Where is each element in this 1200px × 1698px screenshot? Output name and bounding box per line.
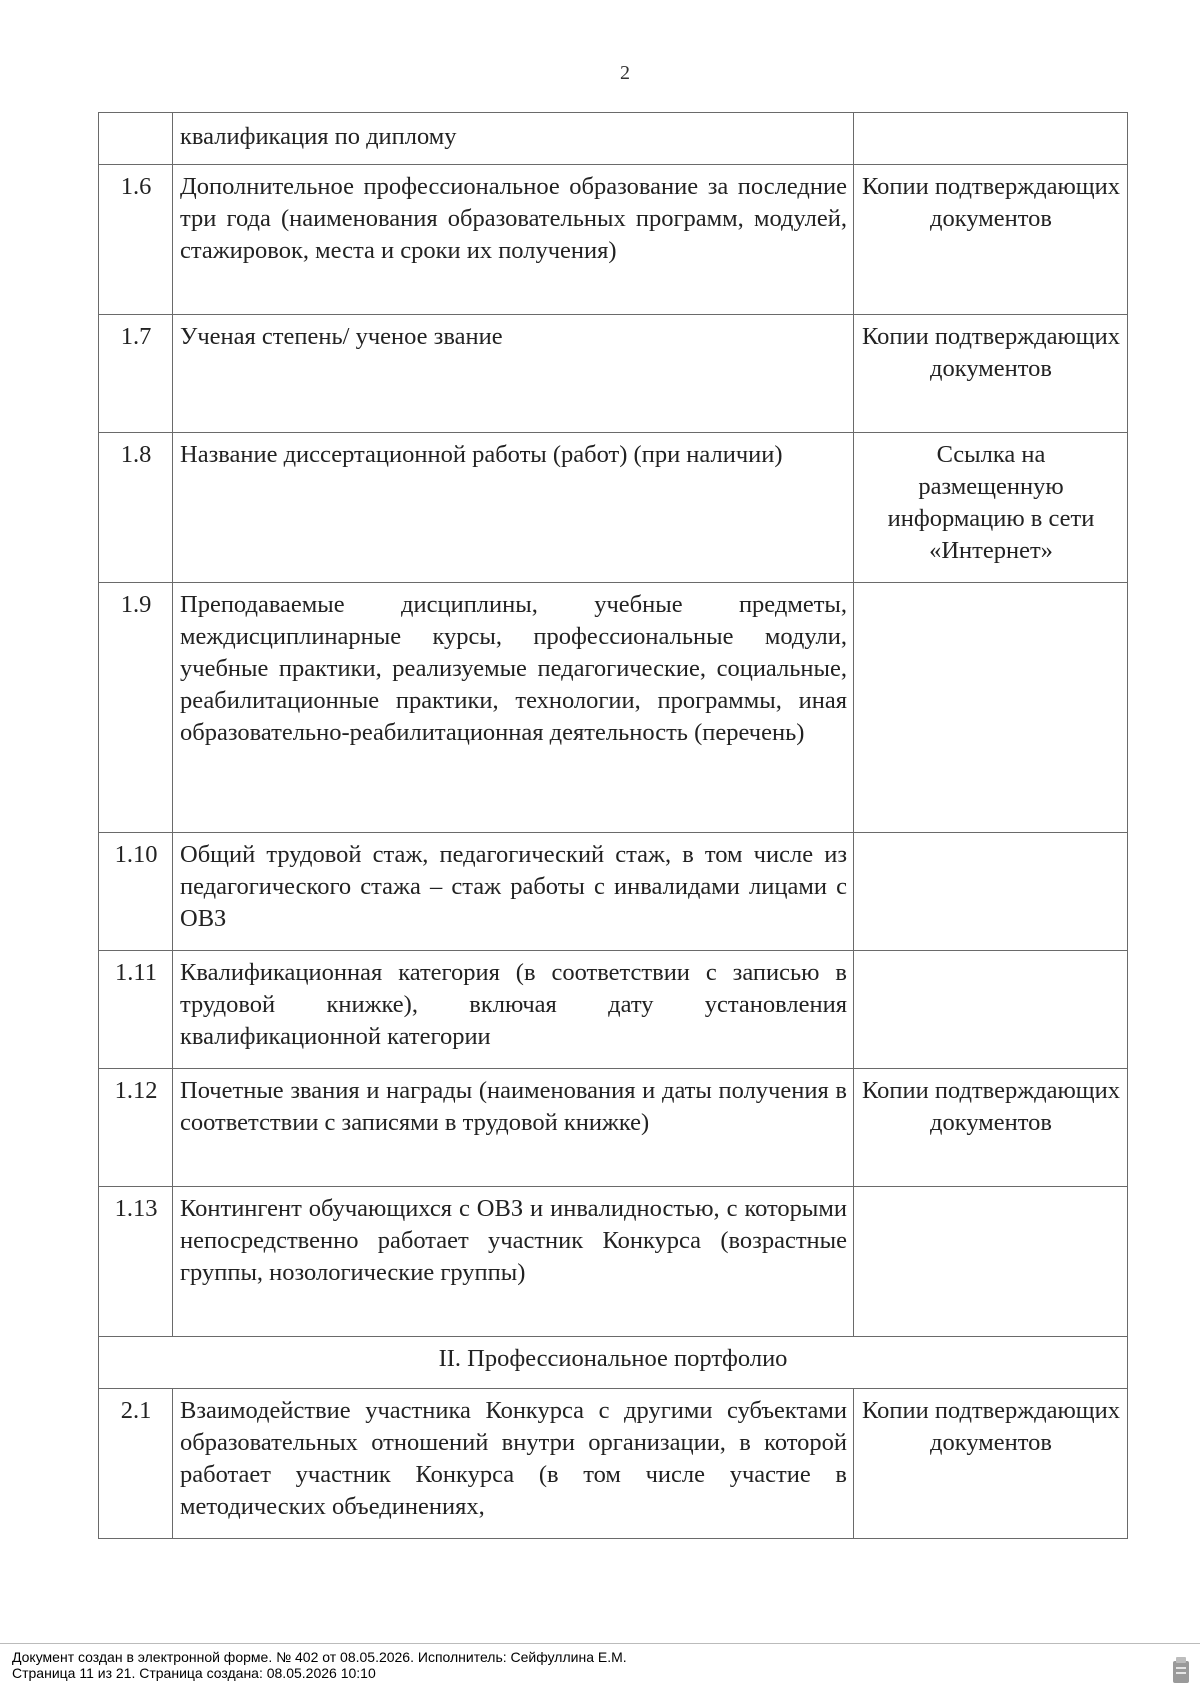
row-description: Ученая степень/ ученое звание [173,315,854,433]
row-documents: Копии подтверждающих документов [854,315,1128,433]
row-documents: Ссылка на размещенную информацию в сети «Интернет» [854,433,1128,583]
row-number [99,113,173,165]
page-number: 2 [620,62,630,84]
table-row [99,165,1128,315]
table-row [99,433,1128,583]
row-documents [854,583,1128,833]
requirements-table [98,112,1128,1539]
footer-line-1: Документ создан в электронной форме. № 402 от 08.05.2026. Исполнитель: Сейфуллина Е.М. [12,1649,627,1665]
document-seal-icon [1172,1657,1190,1685]
row-description: Взаимодействие участника Конкурса с другими субъектами образовательных отношений внутри организации, в которой работает участник Конкурса (в том числе участие в методических объединениях, [173,1389,854,1539]
row-description: Дополнительное профессиональное образование за последние три года (наименования образовательных программ, модулей, стажировок, места и сроки их получения) [173,165,854,315]
row-documents [854,113,1128,165]
row-description: Контингент обучающихся с ОВЗ и инвалидностью, с которыми непосредственно работает участник Конкурса (возрастные группы, нозологические группы) [173,1187,854,1337]
table-row [99,1187,1128,1337]
row-description: Название диссертационной работы (работ) (при наличии) [173,433,854,583]
table-row [99,951,1128,1069]
row-number: 1.10 [99,833,173,951]
table-row [99,1389,1128,1539]
row-documents [854,1187,1128,1337]
table-row [99,113,1128,165]
row-documents [854,833,1128,951]
row-number: 1.12 [99,1069,173,1187]
row-documents: Копии подтверждающих документов [854,1069,1128,1187]
row-description: Преподаваемые дисциплины, учебные предметы, междисциплинарные курсы, профессиональные модули, учебные практики, реализуемые педагогические, социальные, реабилитационные практики, технологии, программы, иная образовательно-реабилитационная деятельность (перечень) [173,583,854,833]
row-documents [854,951,1128,1069]
section-heading-row [99,1337,1128,1389]
row-number: 1.8 [99,433,173,583]
section-title: II. Профессиональное портфолио [99,1337,1128,1389]
row-number: 2.1 [99,1389,173,1539]
row-description: Общий трудовой стаж, педагогический стаж, в том числе из педагогического стажа – стаж работы с инвалидами лицами с ОВЗ [173,833,854,951]
row-description: Почетные звания и награды (наименования и даты получения в соответствии с записями в трудовой книжке) [173,1069,854,1187]
table-row [99,583,1128,833]
document-footer [12,1649,627,1681]
table-row [99,1069,1128,1187]
row-description: Квалификационная категория (в соответствии с записью в трудовой книжке), включая дату установления квалификационной категории [173,951,854,1069]
row-description: квалификация по диплому [173,113,854,165]
row-number: 1.9 [99,583,173,833]
table-row [99,833,1128,951]
row-number: 1.6 [99,165,173,315]
footer-divider [0,1643,1200,1644]
row-documents: Копии подтверждающих документов [854,1389,1128,1539]
row-number: 1.13 [99,1187,173,1337]
row-documents: Копии подтверждающих документов [854,165,1128,315]
row-number: 1.11 [99,951,173,1069]
row-number: 1.7 [99,315,173,433]
footer-line-2: Страница 11 из 21. Страница создана: 08.05.2026 10:10 [12,1665,376,1681]
table-body [99,113,1128,1539]
table-row [99,315,1128,433]
